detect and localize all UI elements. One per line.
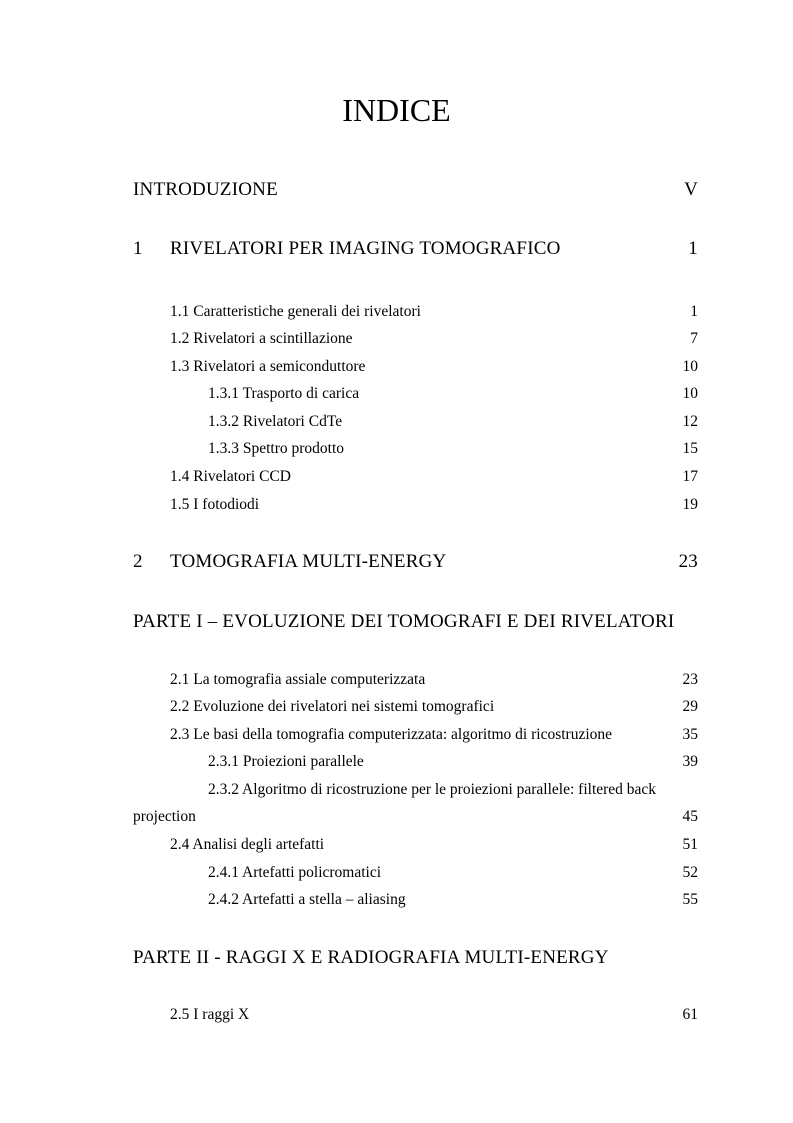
toc-entry[interactable]: 2.3.2 Algoritmo di ricostruzione per le proiezioni parallele: filtered back xyxy=(208,781,657,798)
page-title: INDICE xyxy=(342,92,451,128)
toc-entry[interactable]: 1.1 Caratteristiche generali dei rivelatori xyxy=(170,303,421,320)
toc-page: 61 xyxy=(682,1006,698,1023)
toc-page: 10 xyxy=(682,385,698,402)
toc-entry[interactable]: 2.4 Analisi degli artefatti xyxy=(170,836,325,853)
toc-page: 45 xyxy=(682,808,698,825)
toc-page: 7 xyxy=(690,330,698,347)
toc-page: 55 xyxy=(682,891,698,908)
toc-entry[interactable]: 2.1 La tomografia assiale computerizzata xyxy=(170,671,426,688)
toc-entry[interactable]: 1.3.1 Trasporto di carica xyxy=(208,385,360,402)
toc-page: 10 xyxy=(682,358,698,375)
toc-page: 19 xyxy=(682,496,698,513)
toc-entry-continuation[interactable]: projection xyxy=(133,808,196,825)
toc-page: 23 xyxy=(678,551,698,572)
toc-entry[interactable]: 2.3 Le basi della tomografia computerizzata: algoritmo di ricostruzione xyxy=(170,726,613,743)
toc-part-heading[interactable]: PARTE II - RAGGI X E RADIOGRAFIA MULTI-ENERGY xyxy=(133,947,609,968)
toc-entry[interactable]: 1.3.3 Spettro prodotto xyxy=(208,440,345,457)
toc-entry-chapter-1[interactable]: RIVELATORI PER IMAGING TOMOGRAFICO xyxy=(170,238,561,259)
toc-entry[interactable]: 2.3.1 Proiezioni parallele xyxy=(208,753,364,770)
toc-entry[interactable]: 2.2 Evoluzione dei rivelatori nei sistemi tomografici xyxy=(170,698,495,715)
toc-entry[interactable]: 1.2 Rivelatori a scintillazione xyxy=(170,330,353,347)
chapter-number: 1 xyxy=(133,238,143,259)
toc-page: 39 xyxy=(682,753,698,770)
toc-page: 52 xyxy=(682,864,698,881)
toc-page: 15 xyxy=(682,440,698,457)
toc-page: 23 xyxy=(682,671,698,688)
toc-entry-introduzione[interactable]: INTRODUZIONE xyxy=(133,179,278,200)
toc-entry[interactable]: 1.3.2 Rivelatori CdTe xyxy=(208,413,343,430)
toc-entry[interactable]: 2.4.1 Artefatti policromatici xyxy=(208,864,382,881)
toc-page: 17 xyxy=(682,468,698,485)
toc-page: V xyxy=(684,179,698,200)
toc-part-heading[interactable]: PARTE I – EVOLUZIONE DEI TOMOGRAFI E DEI RIVELATORI xyxy=(133,611,675,632)
toc-entry-chapter-2[interactable]: TOMOGRAFIA MULTI-ENERGY xyxy=(170,551,447,572)
toc-entry[interactable]: 1.4 Rivelatori CCD xyxy=(170,468,291,485)
toc-page: 51 xyxy=(682,836,698,853)
toc-page: 1 xyxy=(688,238,698,259)
toc-page: 1 xyxy=(690,303,698,320)
chapter-number: 2 xyxy=(133,551,143,572)
toc-page: 12 xyxy=(682,413,698,430)
toc-entry[interactable]: 2.5 I raggi X xyxy=(170,1006,250,1023)
toc-page: 29 xyxy=(682,698,698,715)
toc-entry[interactable]: 2.4.2 Artefatti a stella – aliasing xyxy=(208,891,406,908)
toc-entry[interactable]: 1.5 I fotodiodi xyxy=(170,496,260,513)
toc-entry[interactable]: 1.3 Rivelatori a semiconduttore xyxy=(170,358,366,375)
toc-page: 35 xyxy=(682,726,698,743)
